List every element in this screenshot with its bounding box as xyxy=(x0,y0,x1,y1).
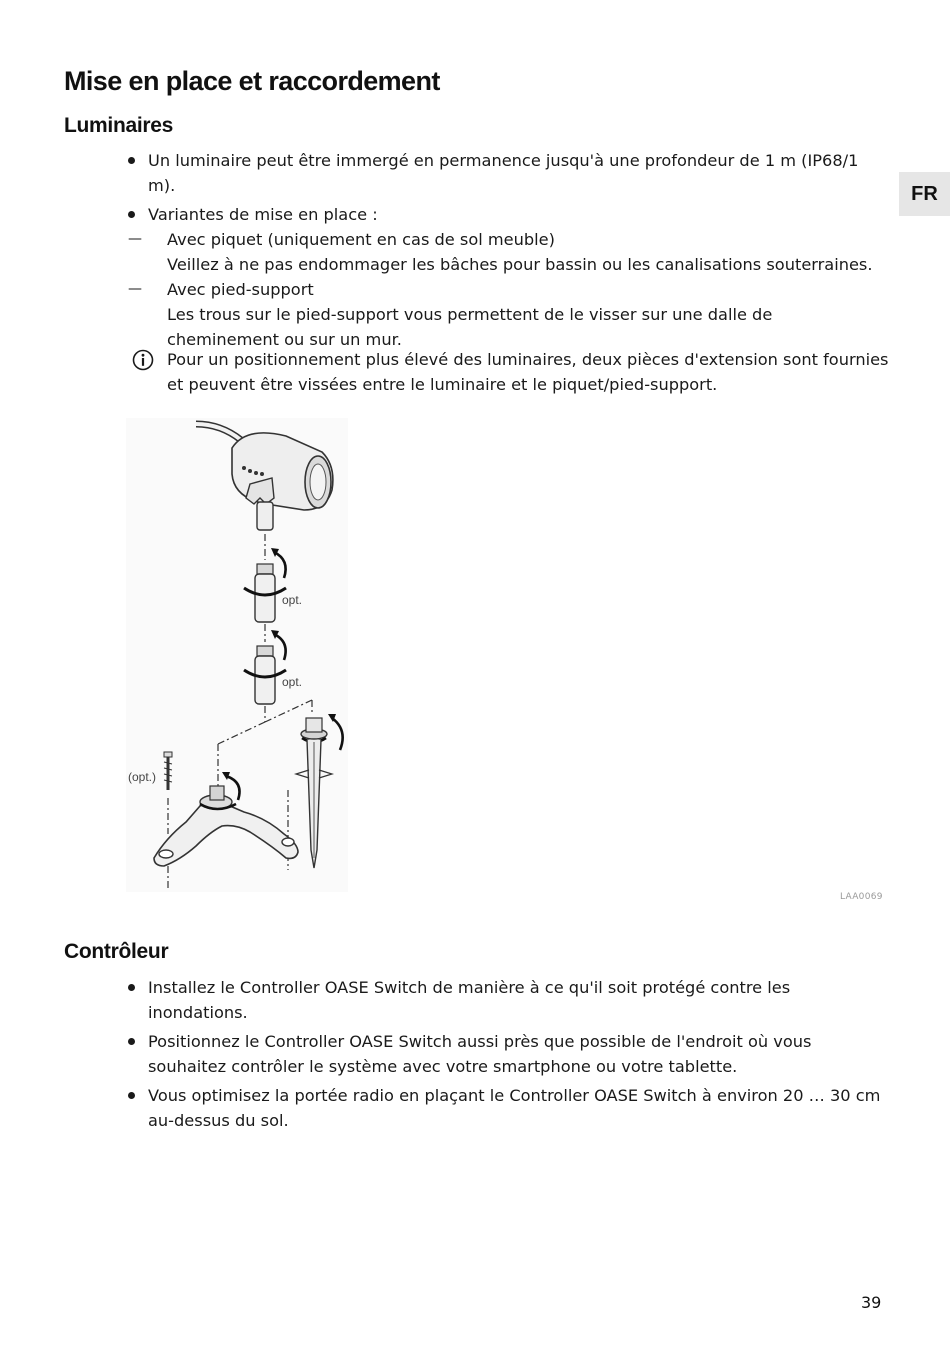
placement-option-title: Avec piquet (uniquement en cas de sol meuble) xyxy=(167,230,555,249)
list-item-text: Positionnez le Controller OASE Switch aussi près que possible de l'endroit où vous souhaitez contrôler le système avec votre smartphone ou votre tablette. xyxy=(148,1032,812,1076)
figure-code: LAA0069 xyxy=(840,892,883,902)
list-item-text: Un luminaire peut être immergé en permanence jusqu'à une profondeur de 1 m (IP68/1 m). xyxy=(148,151,859,195)
controleur-bullet-list xyxy=(128,975,888,1137)
placement-option xyxy=(128,277,888,352)
placement-option-text: Les trous sur le pied-support vous permettent de le visser sur une dalle de cheminement ou sur un mur. xyxy=(167,305,773,349)
list-item-text: Vous optimisez la portée radio en plaçant le Controller OASE Switch à environ 20 … 30 cm au-dessus du sol. xyxy=(148,1086,881,1130)
figure-label-opt: opt. xyxy=(282,675,303,689)
section-title-luminaires: Luminaires xyxy=(64,114,174,137)
placement-option-text: Veillez à ne pas endommager les bâches pour bassin ou les canalisations souterraines. xyxy=(167,255,873,274)
list-item xyxy=(128,1083,888,1133)
installation-illustration xyxy=(126,418,348,892)
list-item-text: Installez le Controller OASE Switch de manière à ce qu'il soit protégé contre les inondations. xyxy=(148,978,791,1022)
list-item xyxy=(128,202,888,352)
page-title: Mise en place et raccordement xyxy=(64,66,440,96)
placement-option xyxy=(128,227,888,277)
section-title-controleur: Contrôleur xyxy=(64,940,169,963)
list-item-text: Variantes de mise en place : xyxy=(148,205,378,224)
figure-label-opt: opt. xyxy=(282,593,303,607)
list-item xyxy=(128,975,888,1025)
figure-label-screw: (opt.) xyxy=(128,770,157,784)
list-item xyxy=(128,1029,888,1079)
list-item xyxy=(128,148,888,198)
placement-option-title: Avec pied-support xyxy=(167,280,314,299)
info-note-text: Pour un positionnement plus élevé des luminaires, deux pièces d'extension sont fournies et peuvent être vissées entre le luminaire et le piquet/pied-support. xyxy=(167,350,889,394)
luminaires-bullet-list xyxy=(128,148,888,356)
info-icon xyxy=(132,349,154,371)
language-tab: FR xyxy=(899,172,950,216)
info-note xyxy=(132,347,892,397)
placement-options-list xyxy=(128,227,888,352)
page-number: 39 xyxy=(861,1293,882,1312)
